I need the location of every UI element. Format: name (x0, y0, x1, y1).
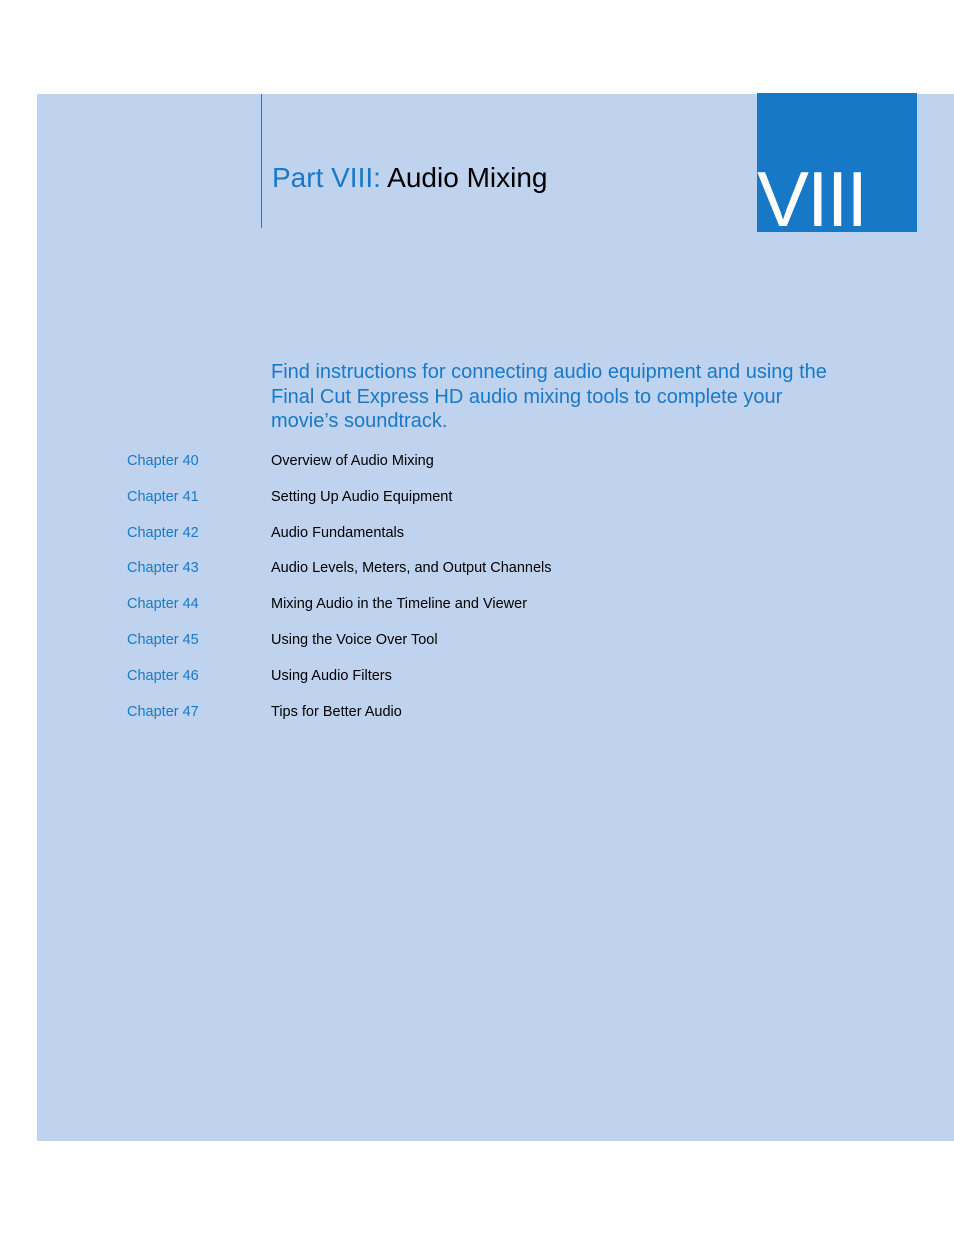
chapter-number[interactable]: Chapter 44 (127, 596, 199, 612)
part-numeral: VIII (757, 155, 867, 232)
chapter-title[interactable]: Mixing Audio in the Timeline and Viewer (271, 596, 528, 612)
part-label: Part VIII: (272, 162, 381, 193)
part-title-text: Audio Mixing (387, 162, 548, 193)
chapter-entry[interactable] (0, 630, 700, 650)
chapter-entry[interactable] (0, 666, 700, 686)
chapter-number[interactable]: Chapter 43 (127, 560, 199, 576)
part-numeral-box (757, 93, 917, 232)
chapter-title[interactable]: Setting Up Audio Equipment (271, 489, 453, 505)
chapter-number[interactable]: Chapter 45 (127, 632, 199, 648)
chapter-entry[interactable] (0, 523, 700, 543)
chapter-number[interactable]: Chapter 47 (127, 704, 199, 720)
chapter-entry[interactable] (0, 487, 700, 507)
chapter-number[interactable]: Chapter 46 (127, 668, 199, 684)
page-background-panel (37, 94, 954, 1141)
chapter-number[interactable]: Chapter 42 (127, 525, 199, 541)
part-title (272, 160, 547, 196)
chapter-entry[interactable] (0, 594, 700, 614)
chapter-title[interactable]: Using the Voice Over Tool (271, 632, 438, 648)
chapter-number[interactable]: Chapter 40 (127, 453, 199, 469)
chapter-entry[interactable] (0, 702, 700, 722)
chapter-title[interactable]: Audio Fundamentals (271, 525, 404, 541)
chapter-entry[interactable] (0, 451, 700, 471)
chapter-title[interactable]: Overview of Audio Mixing (271, 453, 434, 469)
part-intro: Find instructions for connecting audio equipment and using the Final Cut Express HD audio mixing tools to complete your movie’s soundtrack. (271, 361, 827, 432)
chapter-title[interactable]: Using Audio Filters (271, 668, 392, 684)
chapter-title[interactable]: Tips for Better Audio (271, 704, 402, 720)
chapter-entry[interactable] (0, 558, 700, 578)
chapter-title[interactable]: Audio Levels, Meters, and Output Channels (271, 560, 552, 576)
header-divider-line (261, 94, 262, 228)
chapter-number[interactable]: Chapter 41 (127, 489, 199, 505)
